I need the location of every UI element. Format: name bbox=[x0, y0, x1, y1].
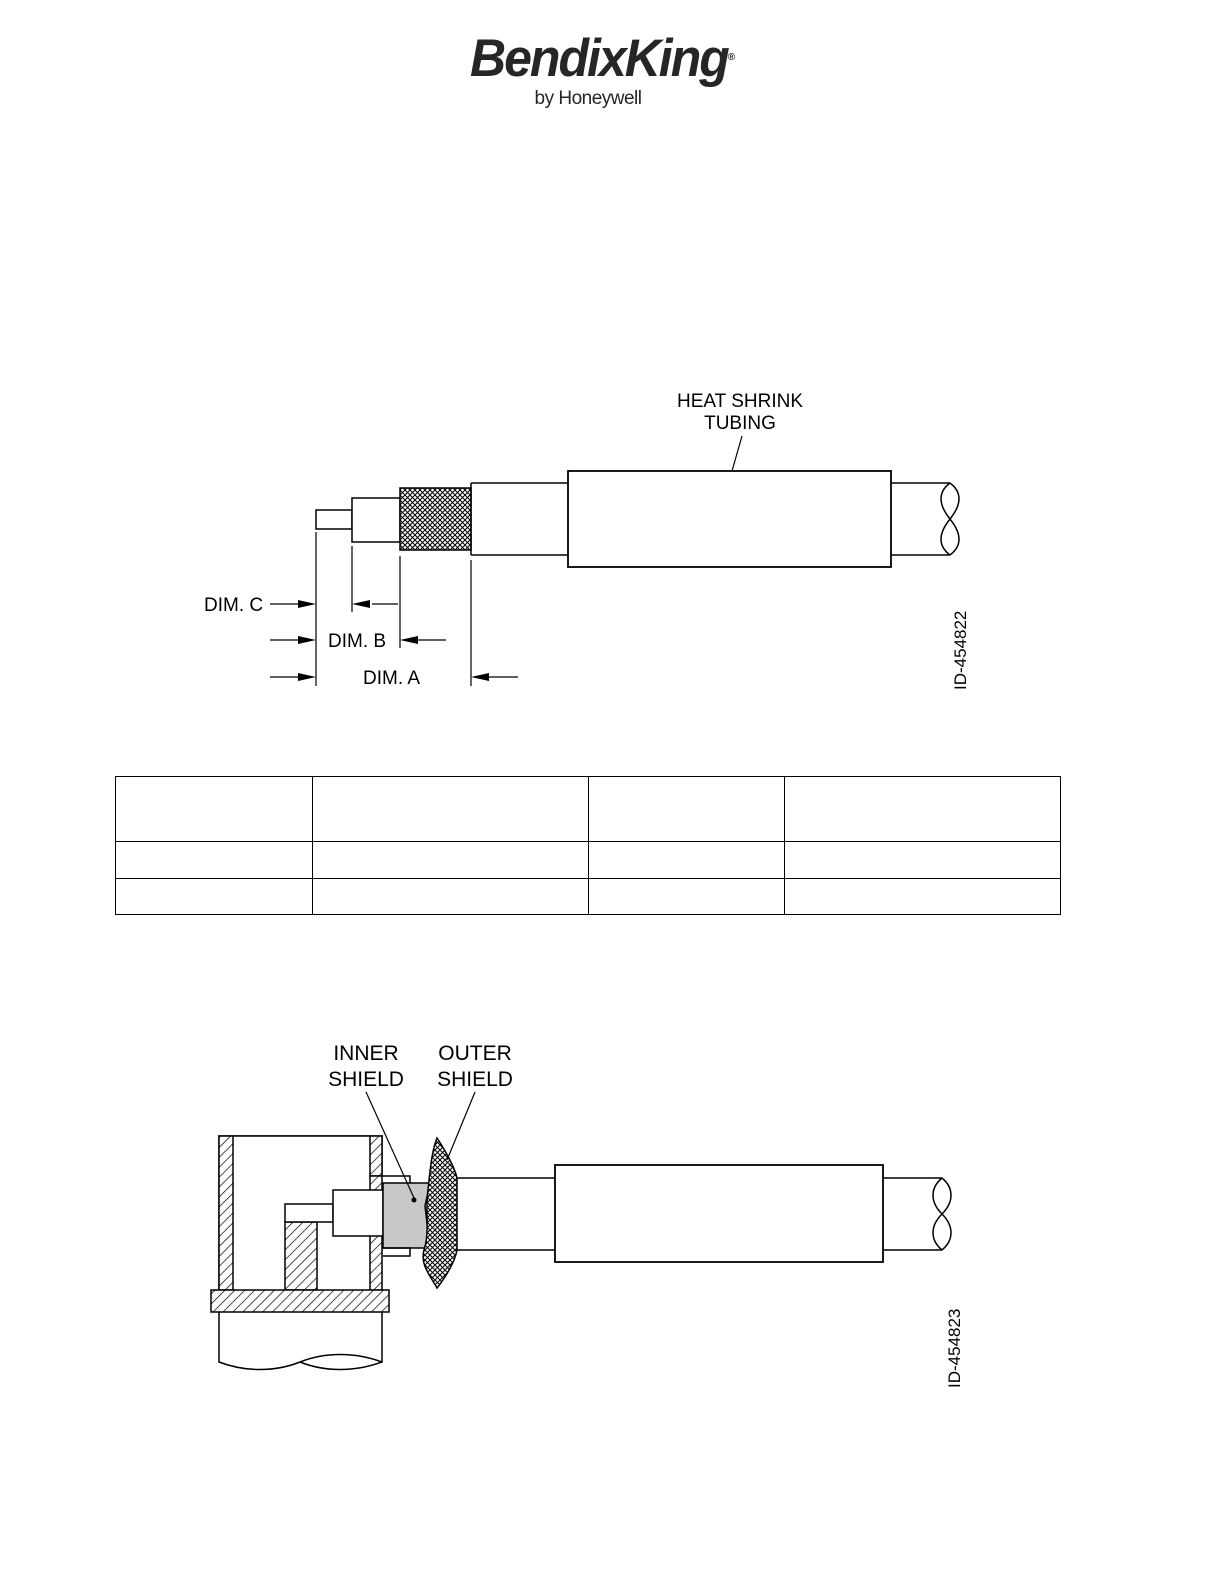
dim-c-label: DIM. C bbox=[204, 595, 264, 616]
lower-cable bbox=[219, 1312, 382, 1370]
logo-byline: by Honeywell bbox=[534, 88, 642, 109]
connector-flange bbox=[211, 1290, 389, 1312]
dim-a-label: DIM. A bbox=[363, 668, 421, 689]
cable-break-2 bbox=[883, 1178, 942, 1250]
outer-shield bbox=[423, 1138, 457, 1288]
heat-shrink-tubing-2 bbox=[555, 1165, 883, 1262]
logo-brand: BendixKing® bbox=[470, 28, 734, 88]
inner-shield bbox=[383, 1183, 430, 1248]
outer-shield-leader bbox=[447, 1092, 475, 1160]
heat-shrink-label-2: TUBING bbox=[704, 413, 776, 434]
figure2-id: ID-454823 bbox=[945, 1308, 964, 1388]
outer-shield-label-1: OUTER bbox=[438, 1042, 512, 1065]
registered-mark-icon: ® bbox=[727, 51, 734, 64]
dielectric-2 bbox=[333, 1190, 383, 1236]
outer-shield-label-2: SHIELD bbox=[437, 1068, 513, 1091]
dim-b-label: DIM. B bbox=[328, 631, 387, 652]
cable-jacket-2 bbox=[457, 1178, 555, 1250]
connector-post bbox=[285, 1222, 317, 1290]
center-pin bbox=[285, 1204, 333, 1222]
figure1-id: ID-454822 bbox=[951, 610, 970, 690]
inner-shield-label-1: INNER bbox=[333, 1042, 399, 1065]
heat-shrink-label-1: HEAT SHRINK bbox=[677, 391, 803, 412]
inner-shield-label-2: SHIELD bbox=[328, 1068, 404, 1091]
